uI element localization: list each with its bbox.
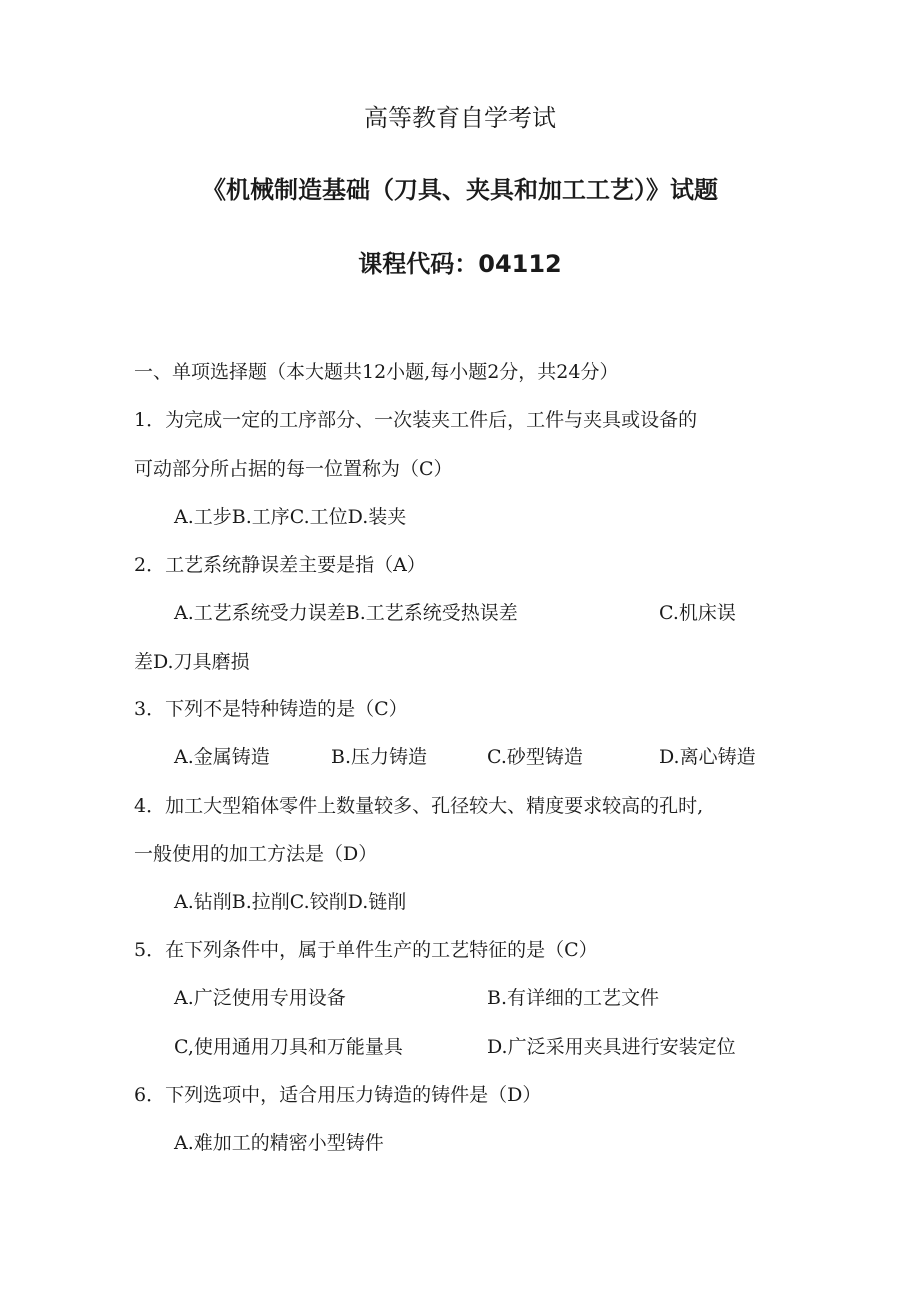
question-4-stem-line1: 4．加工大型箱体零件上数量较多、孔径较大、精度要求较高的孔时, (134, 795, 704, 817)
question-5-stem: 5．在下列条件中，属于单件生产的工艺特征的是（C） (134, 939, 598, 961)
question-6-option-a: A.难加工的精密小型铸件 (174, 1132, 384, 1154)
question-4-stem-line2: 一般使用的加工方法是（D） (134, 843, 378, 865)
course-code: 课程代码：04112 (358, 250, 562, 278)
question-5-option-d: D.广泛采用夹具进行安装定位 (487, 1036, 736, 1058)
question-1-stem-line2: 可动部分所占据的每一位置称为（C） (134, 458, 453, 480)
question-2-option-c: C.机床误 (659, 602, 736, 624)
question-3-option-d: D.离心铸造 (659, 746, 756, 768)
question-5-option-a: A.广泛使用专用设备 (174, 987, 346, 1009)
question-3-stem: 3．下列不是特种铸造的是（C） (134, 698, 408, 720)
question-5-option-c: C,使用通用刀具和万能量具 (174, 1036, 403, 1058)
question-2-options-line1: A.工艺系统受力误差B.工艺系统受热误差 (174, 602, 518, 624)
question-3-option-a: A.金属铸造 (174, 746, 270, 768)
exam-title: 高等教育自学考试 (364, 104, 556, 132)
question-1-options: A.工步B.工序C.工位D.装夹 (174, 506, 407, 528)
question-4-options: A.钻削B.拉削C.铰削D.链削 (174, 891, 407, 913)
question-2-stem: 2．工艺系统静误差主要是指（A） (134, 554, 426, 576)
question-2-options-line2: 差D.刀具磨损 (134, 651, 250, 673)
question-3-option-c: C.砂型铸造 (487, 746, 583, 768)
question-1-stem-line1: 1．为完成一定的工序部分、一次装夹工件后，工件与夹具或设备的 (134, 409, 698, 431)
exam-subject-title: 《机械制造基础（刀具、夹具和加工工艺）》试题 (202, 176, 718, 204)
question-3-option-b: B.压力铸造 (331, 746, 428, 768)
section-title: 一、单项选择题（本大题共12小题,每小题2分，共24分） (134, 361, 619, 383)
question-5-option-b: B.有详细的工艺文件 (487, 987, 660, 1009)
question-6-stem: 6．下列选项中，适合用压力铸造的铸件是（D） (134, 1084, 542, 1106)
